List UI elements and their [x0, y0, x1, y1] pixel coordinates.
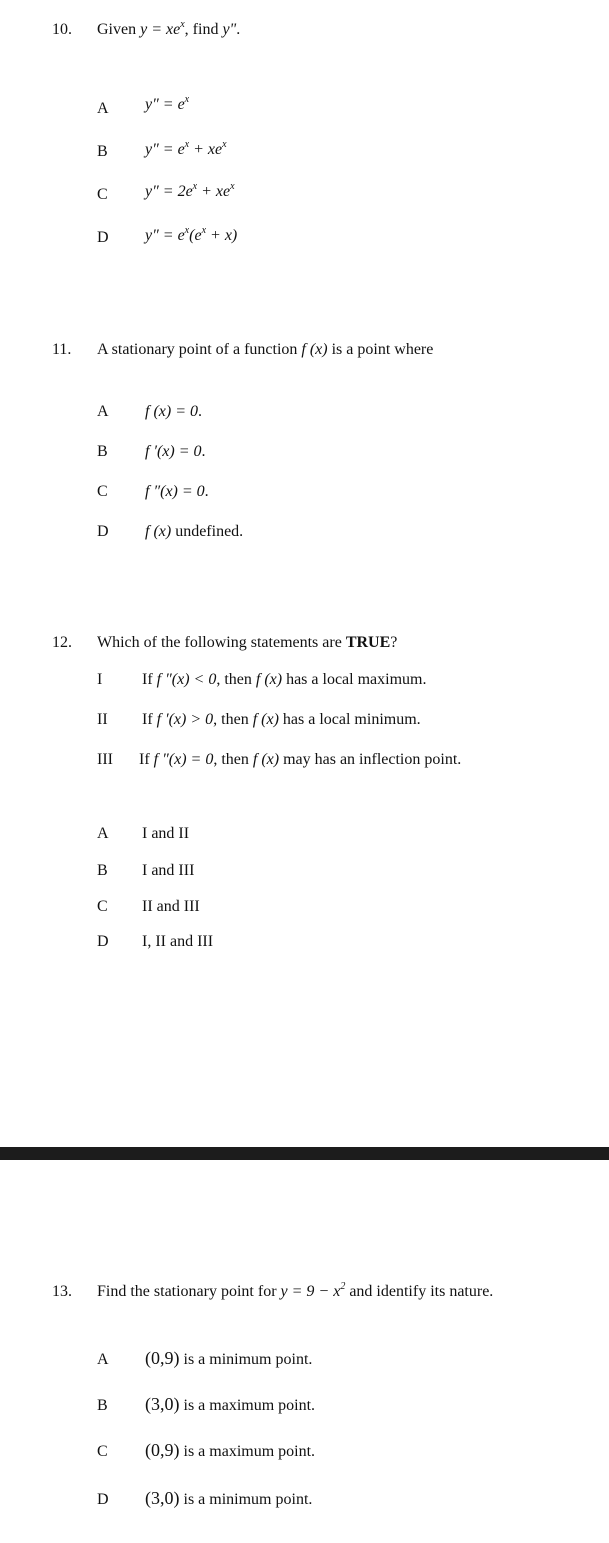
option-letter: A — [97, 1351, 109, 1368]
option-d[interactable]: $y'' = e^x(e^x + x)$ — [145, 225, 238, 244]
option-letter: B — [97, 1397, 108, 1414]
option-c[interactable]: II and III — [142, 898, 200, 915]
option-b[interactable]: I and III — [142, 862, 195, 879]
question-stem: A stationary point of a function f (x) is a point where — [97, 341, 434, 358]
option-d[interactable]: (3,0) is a minimum point. — [145, 1488, 313, 1508]
option-letter: B — [97, 143, 108, 160]
question-number: 10. — [52, 21, 72, 38]
page-divider — [0, 1147, 609, 1160]
question-stem: Which of the following statements are TRUE? — [97, 634, 398, 651]
question-stem: Find the stationary point for $y = 9 - x^2$ and identify its nature. — [97, 1281, 494, 1300]
option-b[interactable]: $y'' = e^x + xe^x$ — [145, 139, 227, 158]
option-c[interactable]: (0,9) is a maximum point. — [145, 1440, 316, 1460]
option-letter: C — [97, 186, 108, 203]
statement-iii: If f ″(x) = 0, then f (x) may has an inflection point. — [139, 751, 462, 768]
statement-ii: If f ′(x) > 0, then f (x) has a local minimum. — [142, 711, 421, 728]
option-letter: C — [97, 898, 108, 915]
option-letter: C — [97, 483, 108, 500]
statement-number: I — [97, 671, 103, 688]
option-c[interactable]: f ″(x) = 0. — [145, 483, 209, 500]
option-a[interactable]: $y'' = e^x$ — [145, 94, 190, 113]
option-letter: D — [97, 1491, 109, 1508]
option-b[interactable]: f ′(x) = 0. — [145, 443, 206, 460]
option-letter: B — [97, 443, 108, 460]
option-letter: D — [97, 229, 109, 246]
option-a[interactable]: (0,9) is a minimum point. — [145, 1348, 313, 1368]
option-letter: D — [97, 933, 109, 950]
option-letter: A — [97, 100, 109, 117]
option-a[interactable]: I and II — [142, 825, 190, 842]
option-b[interactable]: (3,0) is a maximum point. — [145, 1394, 316, 1414]
option-d[interactable]: f (x) undefined. — [145, 523, 244, 540]
option-c[interactable]: $y'' = 2e^x + xe^x$ — [145, 181, 235, 200]
question-number: 13. — [52, 1283, 72, 1300]
question-stem: Given $y = xe^x$, find y". — [97, 19, 241, 38]
option-letter: C — [97, 1443, 108, 1460]
option-a[interactable]: f (x) = 0. — [145, 403, 202, 420]
question-number: 12. — [52, 634, 72, 651]
option-letter: B — [97, 862, 108, 879]
statement-number: II — [97, 711, 108, 728]
option-letter: A — [97, 825, 109, 842]
option-letter: D — [97, 523, 109, 540]
statement-number: III — [97, 751, 113, 768]
question-number: 11. — [52, 341, 72, 358]
option-letter: A — [97, 403, 109, 420]
statement-i: If f ″(x) < 0, then f (x) has a local maximum. — [142, 671, 427, 688]
option-d[interactable]: I, II and III — [142, 933, 214, 950]
